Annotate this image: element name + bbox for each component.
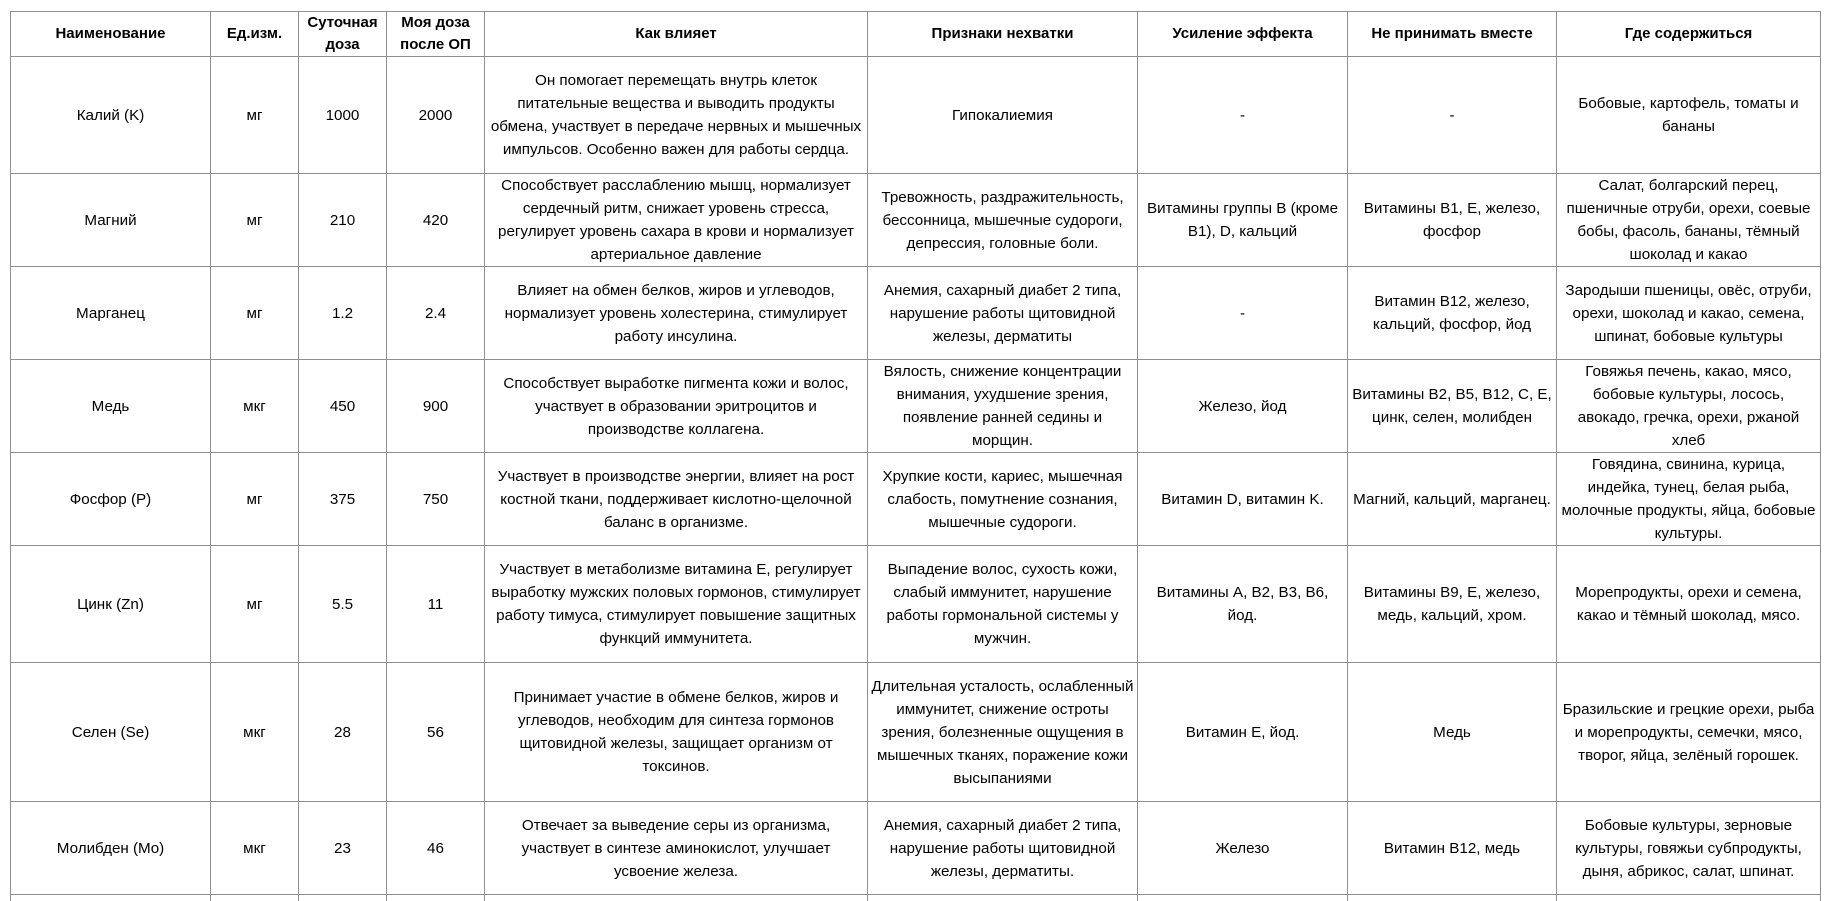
cell-boost[interactable]: Витамин D, витамин K. (1138, 453, 1348, 546)
cell-deficiency[interactable]: Вялость, снижение концентрации внимания, ухудшение зрения, появление ранней седины и морщин. (868, 360, 1138, 453)
cell-effect[interactable]: Участвует в метаболизме витамина E, регулирует выработку мужских половых гормонов, стимулирует работу тимуса, стимулирует повышение защитных функций иммунитета. (485, 546, 868, 663)
header-row (11, 12, 1821, 57)
cell-deficiency[interactable]: Хрупкие кости, кариес, мышечная слабость, помутнение сознания, мышечные судороги. (868, 453, 1138, 546)
cell-name[interactable]: Марганец (11, 267, 211, 360)
cell-avoid[interactable]: Медь (1348, 663, 1557, 802)
cell-unit[interactable]: мкг (211, 360, 299, 453)
cell-avoid[interactable]: Магний, кальций, марганец. (1348, 453, 1557, 546)
table-row (11, 174, 1821, 267)
table-row (11, 546, 1821, 663)
cell-daily-dose[interactable]: 375 (299, 453, 387, 546)
col-header-deficiency[interactable]: Признаки нехватки (868, 12, 1138, 57)
col-header-daily-dose[interactable]: Суточная доза (299, 12, 387, 57)
cell-avoid[interactable]: Витамин B12, железо, кальций, фосфор, йод (1348, 267, 1557, 360)
cell-boost[interactable]: Витамины A, B2, B3, B6, йод. (1138, 546, 1348, 663)
cell-name[interactable]: Фосфор (P) (11, 453, 211, 546)
col-header-my-dose[interactable]: Моя доза после ОП (387, 12, 485, 57)
cell-name[interactable]: Калий (K) (11, 57, 211, 174)
cell-daily-dose[interactable]: 5.5 (299, 546, 387, 663)
cell-empty[interactable] (387, 895, 485, 901)
cell-deficiency[interactable]: Анемия, сахарный диабет 2 типа, нарушение работы щитовидной железы, дерматиты (868, 267, 1138, 360)
col-header-sources[interactable]: Где содержиться (1557, 12, 1821, 57)
cell-boost[interactable]: - (1138, 57, 1348, 174)
cell-unit[interactable]: мг (211, 57, 299, 174)
cell-unit[interactable]: мг (211, 267, 299, 360)
cell-deficiency[interactable]: Длительная усталость, ослабленный иммунитет, снижение остроты зрения, болезненные ощущения в мышечных тканях, поражение кожи высыпаниями (868, 663, 1138, 802)
cell-unit[interactable]: мг (211, 546, 299, 663)
cell-effect[interactable]: Отвечает за выведение серы из организма, участвует в синтезе аминокислот, улучшает усвоение железа. (485, 802, 868, 895)
table-row (11, 267, 1821, 360)
cell-my-dose[interactable]: 11 (387, 546, 485, 663)
cell-daily-dose[interactable]: 450 (299, 360, 387, 453)
cell-my-dose[interactable]: 46 (387, 802, 485, 895)
cell-avoid[interactable]: Витамин B12, медь (1348, 802, 1557, 895)
cell-my-dose[interactable]: 56 (387, 663, 485, 802)
cell-daily-dose[interactable]: 210 (299, 174, 387, 267)
cell-avoid[interactable]: Витамины B2, B5, B12, C, E, цинк, селен, молибден (1348, 360, 1557, 453)
cell-avoid[interactable]: Витамины B9, E, железо, медь, кальций, хром. (1348, 546, 1557, 663)
cell-sources[interactable]: Зародыши пшеницы, овёс, отруби, орехи, шоколад и какао, семена, шпинат, бобовые культуры (1557, 267, 1821, 360)
cell-sources[interactable]: Говядина, свинина, курица, индейка, тунец, белая рыба, молочные продукты, яйца, бобовые культуры. (1557, 453, 1821, 546)
cell-deficiency[interactable]: Гипокалиемия (868, 57, 1138, 174)
cell-daily-dose[interactable]: 28 (299, 663, 387, 802)
cell-boost[interactable]: Железо, йод (1138, 360, 1348, 453)
cell-effect[interactable]: Влияет на обмен белков, жиров и углеводов, нормализует уровень холестерина, стимулирует работу инсулина. (485, 267, 868, 360)
cell-unit[interactable]: мкг (211, 663, 299, 802)
cell-name[interactable]: Магний (11, 174, 211, 267)
cell-effect[interactable]: Принимает участие в обмене белков, жиров и углеводов, необходим для синтеза гормонов щитовидной железы, защищает организм от токсинов. (485, 663, 868, 802)
cell-empty[interactable] (1557, 895, 1821, 901)
cell-sources[interactable]: Бразильские и грецкие орехи, рыба и морепродукты, семечки, мясо, творог, яйца, зелёный горошек. (1557, 663, 1821, 802)
cell-empty[interactable] (1348, 895, 1557, 901)
cell-my-dose[interactable]: 2000 (387, 57, 485, 174)
cell-name[interactable]: Цинк (Zn) (11, 546, 211, 663)
col-header-unit[interactable]: Ед.изм. (211, 12, 299, 57)
table-row (11, 663, 1821, 802)
table-row-partial (11, 895, 1821, 901)
cell-deficiency[interactable]: Выпадение волос, сухость кожи, слабый иммунитет, нарушение работы гормональной системы у мужчин. (868, 546, 1138, 663)
col-header-boost[interactable]: Усиление эффекта (1138, 12, 1348, 57)
table-row (11, 453, 1821, 546)
cell-name[interactable]: Селен (Se) (11, 663, 211, 802)
cell-effect[interactable]: Он помогает перемещать внутрь клеток питательные вещества и выводить продукты обмена, участвует в передаче нервных и мышечных импульсов. Особенно важен для работы сердца. (485, 57, 868, 174)
cell-avoid[interactable]: Витамины B1, E, железо, фосфор (1348, 174, 1557, 267)
cell-boost[interactable]: - (1138, 267, 1348, 360)
cell-daily-dose[interactable]: 1.2 (299, 267, 387, 360)
cell-empty[interactable] (485, 895, 868, 901)
cell-daily-dose[interactable]: 23 (299, 802, 387, 895)
col-header-effect[interactable]: Как влияет (485, 12, 868, 57)
cell-unit[interactable]: мг (211, 174, 299, 267)
cell-name[interactable]: Медь (11, 360, 211, 453)
cell-daily-dose[interactable]: 1000 (299, 57, 387, 174)
col-header-name[interactable]: Наименование (11, 12, 211, 57)
cell-unit[interactable]: мкг (211, 802, 299, 895)
cell-effect[interactable]: Способствует выработке пигмента кожи и волос, участвует в образовании эритроцитов и производстве коллагена. (485, 360, 868, 453)
cell-empty[interactable] (299, 895, 387, 901)
table-row (11, 57, 1821, 174)
cell-unit[interactable]: мг (211, 453, 299, 546)
cell-sources[interactable]: Говяжья печень, какао, мясо, бобовые культуры, лосось, авокадо, гречка, орехи, ржаной хлеб (1557, 360, 1821, 453)
table-row (11, 802, 1821, 895)
cell-empty[interactable] (868, 895, 1138, 901)
cell-sources[interactable]: Салат, болгарский перец, пшеничные отруби, орехи, соевые бобы, фасоль, бананы, тёмный шоколад и какао (1557, 174, 1821, 267)
cell-empty[interactable] (211, 895, 299, 901)
cell-avoid[interactable]: - (1348, 57, 1557, 174)
cell-sources[interactable]: Бобовые культуры, зерновые культуры, говяжьи субпродукты, дыня, абрикос, салат, шпинат. (1557, 802, 1821, 895)
cell-deficiency[interactable]: Тревожность, раздражительность, бессонница, мышечные судороги, депрессия, головные боли. (868, 174, 1138, 267)
cell-effect[interactable]: Способствует расслаблению мышц, нормализует сердечный ритм, снижает уровень стресса, регулирует уровень сахара в крови и нормализует артериальное давление (485, 174, 868, 267)
cell-empty[interactable] (1138, 895, 1348, 901)
cell-my-dose[interactable]: 420 (387, 174, 485, 267)
table-row (11, 360, 1821, 453)
cell-deficiency[interactable]: Анемия, сахарный диабет 2 типа, нарушение работы щитовидной железы, дерматиты. (868, 802, 1138, 895)
cell-name[interactable]: Молибден (Mo) (11, 802, 211, 895)
cell-boost[interactable]: Витамины группы B (кроме B1), D, кальций (1138, 174, 1348, 267)
cell-effect[interactable]: Участвует в производстве энергии, влияет на рост костной ткани, поддерживает кислотно-щелочной баланс в организме. (485, 453, 868, 546)
cell-my-dose[interactable]: 750 (387, 453, 485, 546)
minerals-table (10, 11, 1821, 901)
cell-sources[interactable]: Бобовые, картофель, томаты и бананы (1557, 57, 1821, 174)
cell-sources[interactable]: Морепродукты, орехи и семена, какао и тёмный шоколад, мясо. (1557, 546, 1821, 663)
cell-boost[interactable]: Железо (1138, 802, 1348, 895)
cell-my-dose[interactable]: 900 (387, 360, 485, 453)
col-header-avoid[interactable]: Не принимать вместе (1348, 12, 1557, 57)
cell-my-dose[interactable]: 2.4 (387, 267, 485, 360)
cell-empty[interactable] (11, 895, 211, 901)
cell-boost[interactable]: Витамин E, йод. (1138, 663, 1348, 802)
